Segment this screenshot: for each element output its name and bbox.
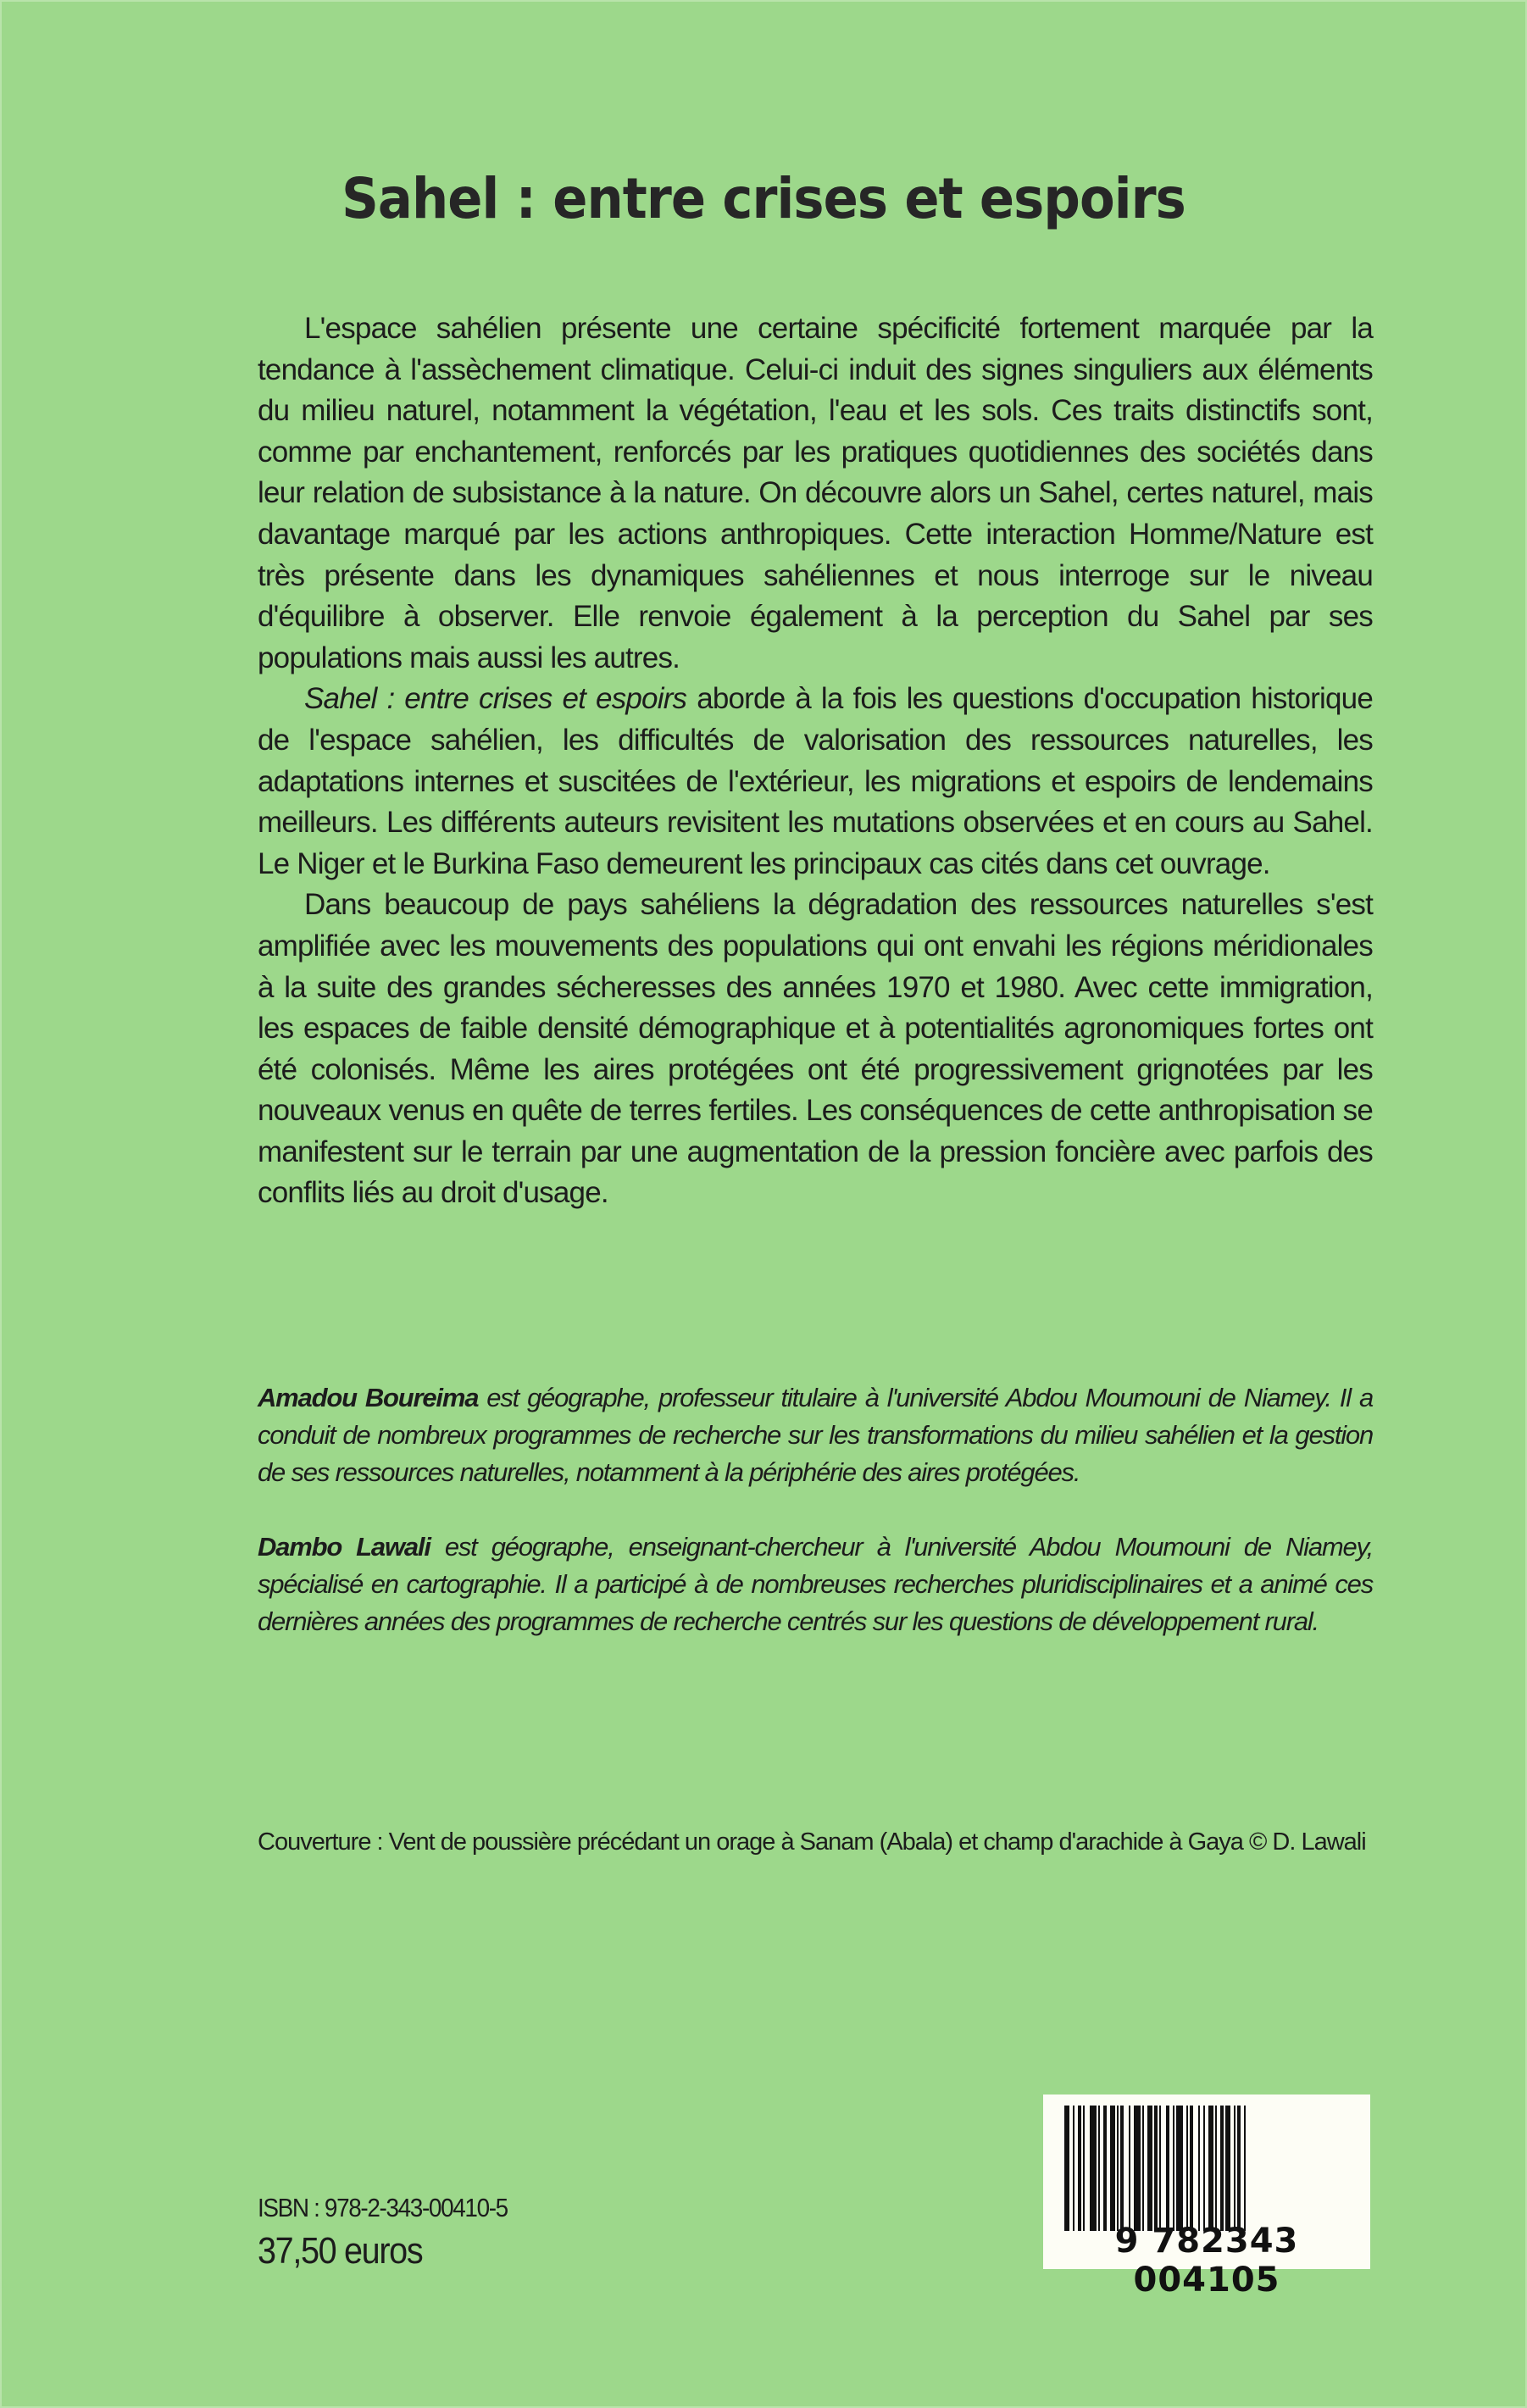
barcode-number: 9 782343 004105 bbox=[1114, 2222, 1299, 2300]
paragraph-text: aborde à la fois les questions d'occupation historique de l'espace sahélien, les difficultés de valorisation des ressources naturelles, les adaptations internes et suscitées de l'extérieur, les migrations et espoirs de lendemains meilleurs. Les différents auteurs revisitent les mutations observées et en cours au Sahel. Le Niger et le Burkina Faso demeurent les principaux cas cités dans cet ouvrage. bbox=[258, 682, 1373, 880]
barcode-bars bbox=[1064, 2106, 1361, 2231]
blurb bbox=[258, 308, 1373, 1214]
author-bio-text: est géographe, enseignant-chercheur à l'université Abdou Moumouni de Niamey, spécialisé en cartographie. Il a participé à de nombreuses recherches pluridisciplinaires et a animé ces dernières années des programmes de recherche centrés sur les questions de développement rural. bbox=[258, 1532, 1373, 1636]
title-reference: Sahel : entre crises et espoirs bbox=[304, 682, 687, 716]
author-bio bbox=[258, 1529, 1373, 1640]
author-bio-text: est géographe, professeur titulaire à l'université Abdou Moumouni de Niamey. Il a conduit de nombreux programmes de recherche sur les transformations du milieu sahélien et la gestion de ses ressources naturelles, notamment à la périphérie des aires protégées. bbox=[258, 1383, 1373, 1487]
blurb-paragraph-2 bbox=[258, 679, 1373, 885]
barcode bbox=[1043, 2095, 1370, 2300]
book-title: Sahel : entre crises et espoirs bbox=[341, 166, 1186, 231]
cover-credit: Couverture : Vent de poussière précédant un orage à Sanam (Abala) et champ d'arachide à Gaya © D. Lawali bbox=[258, 1828, 1366, 1856]
barcode-bar bbox=[1176, 2106, 1183, 2231]
author-name: Dambo Lawali bbox=[258, 1532, 430, 1562]
author-bios bbox=[258, 1379, 1373, 1678]
barcode-bar bbox=[1090, 2106, 1097, 2231]
isbn: ISBN : 978-2-343-00410-5 bbox=[258, 2193, 508, 2222]
barcode-bar bbox=[1246, 2106, 1251, 2231]
author-bio bbox=[258, 1379, 1373, 1491]
author-name: Amadou Boureima bbox=[258, 1383, 479, 1412]
blurb-paragraph-3: Dans beaucoup de pays sahéliens la dégradation des ressources naturelles s'est amplifiée avec les mouvements des populations qui ont envahi les régions méridionales à la suite des grandes sécheresses des années 1970 et 1980. Avec cette immigration, les espaces de faible densité démographique et à potentialités agronomiques fortes ont été colonisés. Même les aires protégées ont été progressivement grignotées par les nouveaux venus en quête de terres fertiles. Les conséquences de cette anthropisation se manifestent sur le terrain par une augmentation de la pression foncière avec parfois des conflits liés au droit d'usage. bbox=[258, 888, 1373, 1210]
price: 37,50 euros bbox=[258, 2230, 423, 2272]
barcode-bar bbox=[1134, 2106, 1141, 2231]
blurb-paragraph-1: L'espace sahélien présente une certaine spécificité fortement marquée par la tendance à l'assèchement climatique. Celui-ci induit des signes singuliers aux éléments du milieu naturel, notamment la végétation, l'eau et les sols. Ces traits distinctifs sont, comme par enchantement, renforcés par les pratiques quotidiennes des sociétés dans leur relation de subsistance à la nature. On découvre alors un Sahel, certes naturel, mais davantage marqué par les actions anthropiques. Cette interaction Homme/Nature est très présente dans les dynamiques sahéliennes et nous interroge sur le niveau d'équilibre à observer. Elle renvoie également à la perception du Sahel par ses populations mais aussi les autres. bbox=[258, 312, 1373, 674]
